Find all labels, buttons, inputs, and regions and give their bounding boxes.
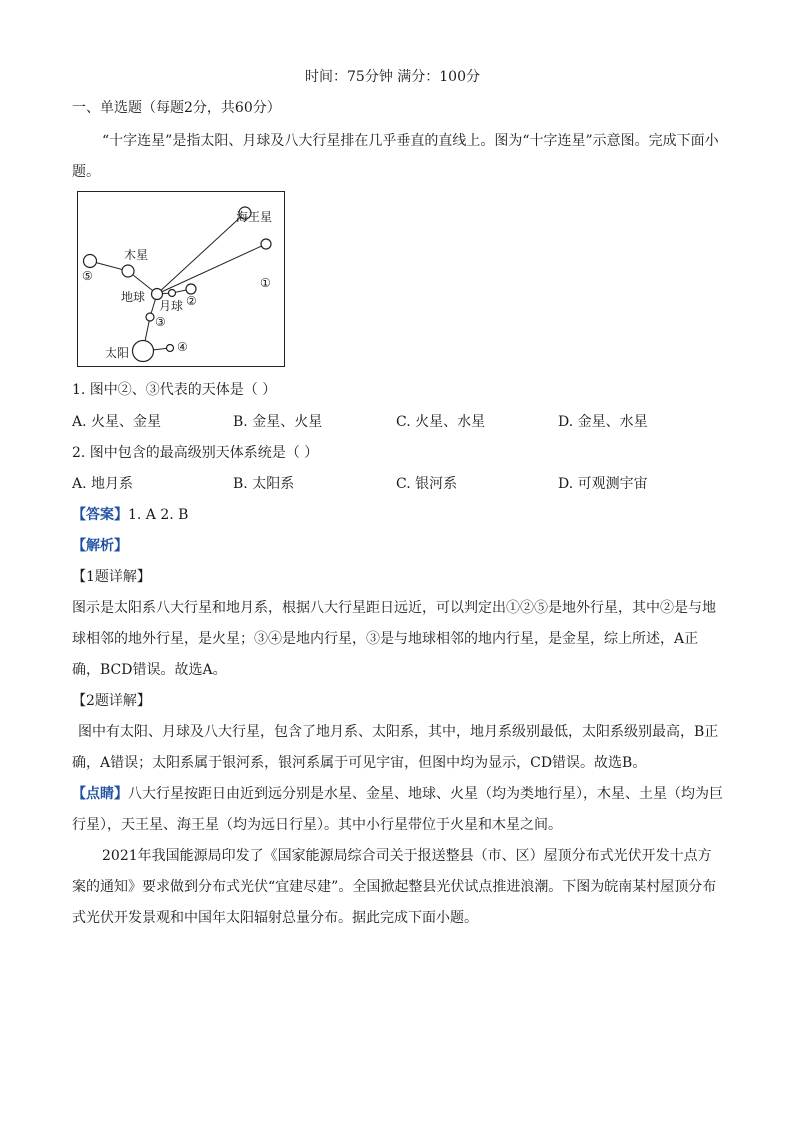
detail-1-label: 【1题详解】 [72,569,151,585]
marker-3: ③ [155,315,166,329]
jupiter-label: 木星 [124,248,149,262]
planet-5-circle [84,255,97,268]
detail-2-text: 图中有太阳、月球及八大行星，包含了地月系、太阳系，其中，地月系级别最低，太阳系级别最高，B正确，A错误；太阳系属于银河系，银河系属于可见宇宙，但图中均为显示，CD错误。故选B。 [72,724,719,771]
question-1-option-d: D. 金星、水星 [558,414,648,430]
line-earth-1 [157,244,266,294]
marker-5: ⑤ [82,269,93,283]
question-1-option-b: B. 金星、火星 [233,414,323,430]
question-2-stem: 2. 图中包含的最高级别天体系统是（ ） [72,445,319,461]
earth-label: 地球 [121,290,146,304]
detail-1-text: 图示是太阳系八大行星和地月系，根据八大行星距日远近，可以判定出①②⑤是地外行星，其中②是与地球相邻的地外行星，是火星；③④是地内行星，③是与地球相邻的地内行星，是金星，综上所述，A正确，BCD错误。故选A。 [72,600,716,678]
tip-paragraph [72,779,724,841]
planet-3-circle [146,313,154,321]
answer-text: 1. A 2. B [128,507,189,523]
line-earth-neptune [157,213,245,294]
sun-circle [133,341,154,362]
exam-header: 时间：75分钟 满分：100分 [305,69,480,85]
question-1-option-c: C. 火星、水星 [396,414,486,430]
moon-circle [169,290,176,297]
question-2-option-b: B. 太阳系 [233,476,295,492]
intro-paragraph: “十字连星”是指太阳、月球及八大行星排在几乎垂直的直线上。图为“十字连星”示意图。完成下面小题。 [72,133,719,180]
marker-1: ① [260,276,271,290]
planet-4-circle [167,345,174,352]
intro-2-paragraph: 2021年我国能源局印发了《国家能源局综合司关于报送整县（市、区）屋顶分布式光伏开发十点方案的通知》要求做到分布式光伏“宜建尽建”。全国掀起整县光伏试点推进浪潮。下图为皖南某村屋顶分布式光伏开发景观和中国年太阳辐射总量分布。据此完成下面小题。 [72,848,717,926]
moon-label: 月球 [159,299,184,313]
marker-2: ② [186,294,197,308]
question-1-stem: 1. 图中②、③代表的天体是（ ） [72,382,277,398]
planet-1-circle [261,239,271,249]
question-2-option-d: D. 可观测宇宙 [558,476,648,492]
jupiter-circle [122,265,134,277]
sun-label: 太阳 [105,346,130,360]
question-2-option-a: A. 地月系 [72,476,134,492]
planet-2-circle [186,284,196,294]
cross-planets-diagram [77,191,285,367]
tip-text: 八大行星按距日由近到远分别是水星、金星、地球、火星（均为类地行星），木星、土星（均为巨行星），天王星、海王星（均为远日行星）。其中小行星带位于火星和木星之间。 [72,786,723,833]
question-2-option-c: C. 银河系 [396,476,458,492]
section-title: 一、单选题（每题2分，共60分） [72,100,281,116]
marker-4: ④ [177,340,188,354]
neptune-label: 海王星 [236,210,273,224]
answer-label: 【答案】 [72,507,128,523]
answer-line [72,504,188,524]
tip-label: 【点睛】 [72,786,128,802]
detail-2-label: 【2题详解】 [72,693,151,709]
analysis-label: 【解析】 [72,538,128,554]
question-1-option-a: A. 火星、金星 [72,414,162,430]
